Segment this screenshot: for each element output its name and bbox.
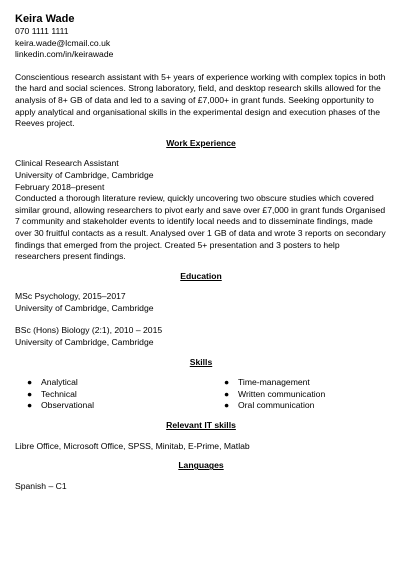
bullet-icon: ● <box>224 377 230 388</box>
job-description: Conducted a thorough literature review, quickly uncovering two obscure studies which covered similar ground, allowing researchers to pivot early and save over £7,000 in grant funds Organised 7 community and stakeholder events to identify local needs and to disseminate findings, made over 30 fruitful contacts as a result. Analysed over 1 GB of data and wrote 3 reports on secondary findings that emerged from the project. Created 5+ presentation and 3 posters to help researchers present findings. <box>15 193 386 262</box>
bullet-icon: ● <box>27 388 33 399</box>
education-organisation: University of Cambridge, Cambridge <box>15 302 154 313</box>
email-address: keira.wade@lcmail.co.uk <box>15 37 111 48</box>
job-organisation: University of Cambridge, Cambridge <box>15 169 154 180</box>
job-entry <box>15 158 387 262</box>
languages-heading: Languages <box>178 460 224 471</box>
skill-item: ● Analytical <box>27 377 78 388</box>
job-dates: February 2018–present <box>15 181 105 192</box>
skill-item: ● Written communication <box>224 388 326 399</box>
candidate-name: Keira Wade <box>15 13 75 25</box>
job-title: Clinical Research Assistant <box>15 158 119 169</box>
skills-column-2 <box>224 377 325 412</box>
it-skills-heading: Relevant IT skills <box>166 420 236 431</box>
work-experience-heading: Work Experience <box>166 137 236 148</box>
education-degree: BSc (Hons) Biology (2:1), 2010 – 2015 <box>15 325 163 336</box>
linkedin-url: linkedin.com/in/keirawade <box>15 49 114 60</box>
skills-list <box>15 377 387 412</box>
education-organisation: University of Cambridge, Cambridge <box>15 337 154 348</box>
bullet-icon: ● <box>224 388 230 399</box>
skill-item: ● Time-management <box>224 377 310 388</box>
bullet-icon: ● <box>27 377 33 388</box>
skills-column-1 <box>15 377 224 412</box>
education-entry <box>15 291 387 314</box>
education-degree: MSc Psychology, 2015–2017 <box>15 291 126 302</box>
bullet-icon: ● <box>27 400 33 411</box>
skill-item: ● Technical <box>27 388 77 399</box>
bullet-icon: ● <box>224 400 230 411</box>
phone-number: 070 1111 1111 <box>15 26 69 36</box>
personal-summary: Conscientious research assistant with 5+ years of experience working with complex topics in both the hard and social sciences. Strong laboratory, field, and desktop research skills allowed for the analysis of 8+ GB of data and led to a saving of £7,000+ in grant funds. Seeking opportunity to apply analytical and organisational skills in the experimental design and execution phases of the Reeves project. <box>15 71 386 129</box>
contact-block <box>15 12 387 61</box>
education-heading: Education <box>180 270 222 281</box>
skill-item: ● Oral communication <box>224 400 315 411</box>
skill-item: ● Observational <box>27 400 95 411</box>
skills-heading: Skills <box>189 356 213 367</box>
languages-text: Spanish – C1 <box>15 480 67 491</box>
it-skills-text: Libre Office, Microsoft Office, SPSS, Minitab, E-Prime, Matlab <box>15 440 250 451</box>
education-entry <box>15 325 387 348</box>
